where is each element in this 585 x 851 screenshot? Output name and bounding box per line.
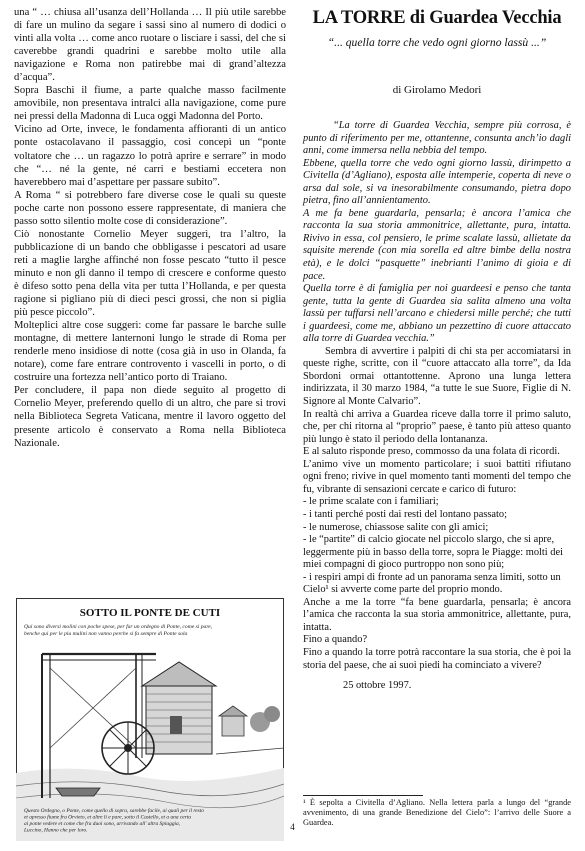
quote-paragraph: A me fa bene guardarla, pensarla; è ancora l’amica che racconta la sua storia ammonitrice, allettante, pura, intatta. Rivivo in essa, col pensiero, le prime scalate lassù, allietate da squisite merende (con mia sorella ed altre bimbe della nostra età), e le dolci “pasquette” inebrianti l’animo di gioia e di pace. (303, 207, 571, 282)
left-paragraph: Sopra Baschi il fiume, a parte qualche masso facilmente amovibile, non presentava intralci alla navigazione, come pure nei pressi della Madonna di Luca oggi Madonna del Porto. (14, 85, 286, 123)
body-paragraph: In realtà chi arriva a Guardea riceve dalla torre il primo saluto, che, per chi ritorna al “proprio” paese, è tanto più atteso quanto più lungo è stato il periodo della lontananza. (303, 408, 571, 445)
right-article-text (303, 120, 571, 693)
quoted-letter (303, 120, 571, 346)
footnote-text: ¹ È sepolta a Civitella d’Agliano. Nella lettera parla a lungo del “grande avvenimento, di una grande Benedizione del Cielo”: l’arrivo delle Suore a Guardea. (303, 798, 571, 828)
list-item: - le prime scalate con i familiari; (303, 496, 439, 508)
illustration-caption-bottom: Questo Ordegno, o Ponte, come quello di sopra, sarebbe facile, ai quali per il resto et apresso fiume fra Orvieto, et altre li e pare, sotto il Castello, et a una certa ai ponte vedere et come che fra duoi sono, arrivando all' altra Spiaggia, Luccino, Hanno che per loro. (24, 808, 204, 834)
left-paragraph: Per concludere, il papa non diede seguito al progetto di Cornelio Meyer, preferendo quello di un altro, che pare si trovi nella Biblioteca Segreta Vaticana, mentre il lavoro oggetto del presente articolo è conservato a Roma nella Biblioteca Nazionale. (14, 385, 286, 449)
illustration-title: SOTTO IL PONTE DE CUTI (79, 607, 221, 619)
list-item: - i tanti perché posti dai resti del lontano passato; (303, 508, 508, 520)
closing-paragraph: Fino a quando? (303, 634, 368, 646)
closing-paragraph: Fino a quando la torre potrà raccontare la sua storia, che è poi la storia del paese, che ai suoi piedi ha cominciato a vivere? (303, 646, 571, 671)
quote-paragraph: Ebbene, quella torre che vedo ogni giorno lassù, dirimpetto a Civitella (d’Agliano), esposta alle intemperie, coperta di neve o arsa dal sole, si va inesorabilmente consumando, pietra dopo pietra, fino all’annientamento. (303, 157, 571, 207)
article-author: di Girolamo Medori (392, 84, 482, 96)
left-paragraph: Vicino ad Orte, invece, le fondamenta affioranti di un antico ponte ostacolavano il passaggio, così concepì un “ponte voltatore che … un ragazzo lo potrà aprire e serrare” in modo che “… né la gente, né carri e bestiami eccetera non haverebbero mai d’aspettare per passare subito”. (14, 124, 286, 188)
left-paragraph: Ciò nonostante Cornelio Meyer suggerì, tra l’altro, la pubblicazione di un bando che obbligasse i pescatori ad usare reti a maglie larghe affinché non fosse pescato “tutto il pesce minuto e non gli danno il tempo di crescere e conforme questo è difeso sotto pena della vita per tutta l’Hollanda, e per questa ragione si pigliano più di dieci pesci grossi, che non si piglia più pesce piccolo”. (14, 228, 286, 319)
illustration-mill-bridge (16, 598, 284, 841)
body-paragraph: E al saluto risponde preso, commosso da una folata di ricordi. (303, 446, 560, 458)
closing-paragraph: Anche a me la torre “fa bene guardarla, pensarla; è ancora l’amica che racconta la sua storia ammonitrice, allettante, pura, intatta. (303, 596, 571, 633)
body-paragraph: Sembra di avvertire i palpiti di chi sta per accomiatarsi in queste righe, scritte, con il “cuore attaccato alla torre”, da Ida Sbordoni ormai ottantottenne. Aprono una lunga lettera indirizzata, il 30 marzo 1984, “a tutte le sue Suore, Figlie di N. Signore al Monte Calvario”. (303, 345, 571, 408)
left-paragraph: A Roma “ si potrebbero fare diverse cose le quali su queste poche carte non possono essere rappresentate, di maniera che passo sotto silentio molte cose di considerazione”. (14, 189, 286, 227)
left-paragraph: una “ … chiusa all’usanza dell’Hollanda … Il più utile sarebbe di fare un mulino da segare i sassi sino al numero di dodici o vinti alla volta … come anco ruotare o lisciare i sassi, del che si caverebbe grandi quadrini e sarebbe molto utile alla navigazione e Roma non patirebbe mai di grand’altezza d’acqua”. (14, 7, 286, 84)
memories-list (303, 496, 571, 596)
article-subtitle: “... quella torre che vedo ogni giorno lassù ...” (327, 36, 547, 49)
left-paragraph: Molteplici altre cose suggerì: come far passare le barche sulle montagne, di mettere lanternoni lungo le strade di Roma per renderle meno insidiose di notte (cosa già in uso in Olanda, fa notare), come fare entrare controvento i vascelli in porto, o di costruire una fortezza nell’antico porto di Traiano. (14, 320, 286, 384)
quote-paragraph: Quella torre è di famiglia per noi guardeesi e penso che tanta gente, tutta la gente di Guardea sia salita almeno una volta lassù per tuffarsi nell’arcano e chiedersi mille perché; che tutti i guardeesi, come me, abbiano un pezzettino di cuore attaccato alla torre di Guardea vecchia.” (303, 283, 571, 345)
list-item: - le “partite” di calcio giocate nel piccolo slargo, che si apre, leggermente più in basso della torre, sopra le Piagge: molti dei miei compagni di gioco purtroppo non sono più; (303, 534, 563, 571)
body-paragraph: L’animo vive un momento particolare; i suoi battiti rifiutano ogni freno; rivive in quel momento tanti momenti del tempo che fu, vibrante di sensazioni cercate e carico di futuro: (303, 458, 571, 495)
footnote-divider (303, 795, 423, 796)
list-item: - le numerose, chiassose salite con gli amici; (303, 521, 489, 533)
list-item: - i respiri ampi di fronte ad un panorama senza limiti, sotto un Cielo¹ si avverte come parte del proprio mondo. (303, 571, 561, 596)
page-number: 4 (290, 822, 295, 832)
left-article-text (14, 6, 286, 450)
quote-paragraph: “La torre di Guardea Vecchia, sempre più corrosa, è punto di riferimento per me, ottantenne, consunta anch’io dagli anni, come immersa nella nebbia del tempo. (303, 120, 571, 157)
article-title: LA TORRE di Guardea Vecchia (312, 8, 562, 28)
article-date: 25 ottobre 1997. (343, 680, 412, 692)
illustration-caption-top: Qui sono diversi molini con poche spese, per far un ordegno di Ponte, come si pare, benche qui per le piu mulini non vanno perche si fa sempre di Ponte sola (24, 624, 213, 637)
